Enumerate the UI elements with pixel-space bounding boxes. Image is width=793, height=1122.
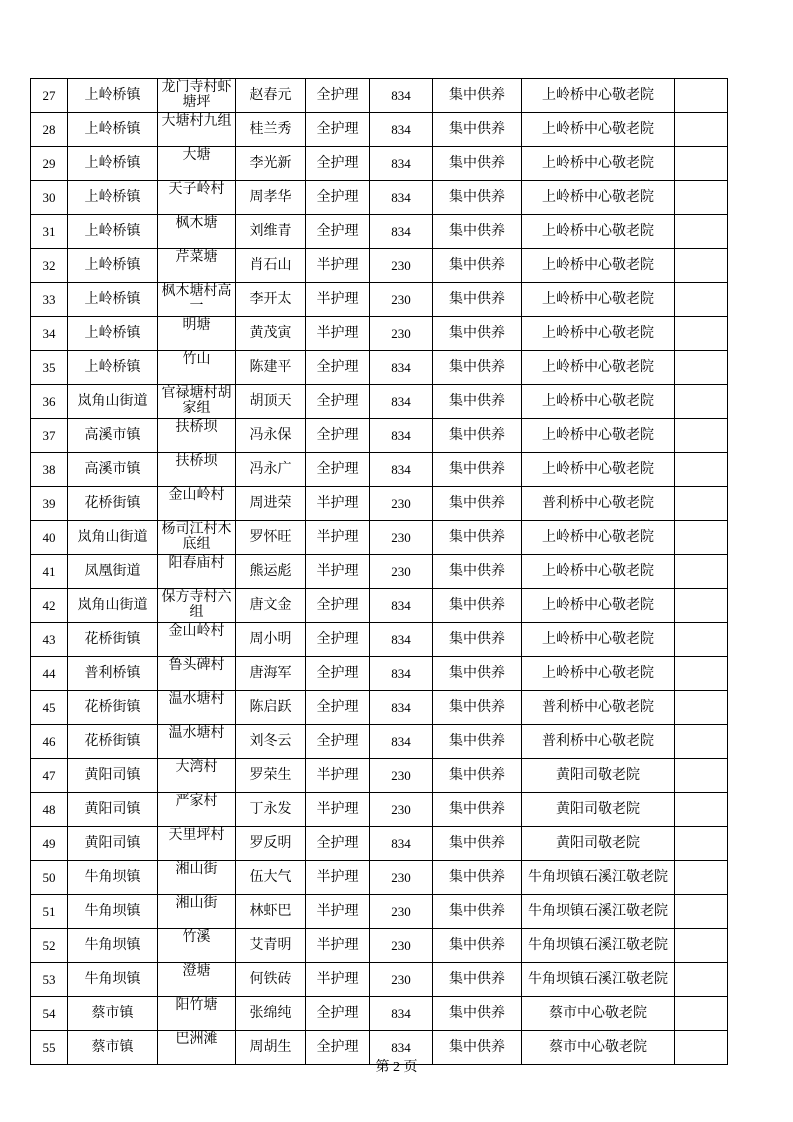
support-mode-cell: 集中供养 — [433, 623, 522, 657]
page-footer: 第 2 页 — [375, 1060, 418, 1075]
remarks-cell — [675, 997, 728, 1031]
town-cell: 蔡市镇 — [68, 997, 158, 1031]
subsidy-amount-cell: 834 — [370, 385, 433, 419]
village-cell: 湘山街 — [158, 895, 236, 929]
nursing-home-cell: 上岭桥中心敬老院 — [522, 657, 675, 691]
name-cell: 唐文金 — [236, 589, 306, 623]
care-level-cell: 半护理 — [306, 793, 370, 827]
row-number-cell: 46 — [31, 725, 68, 759]
village-cell: 芹菜塘 — [158, 249, 236, 283]
name-cell: 罗荣生 — [236, 759, 306, 793]
name-cell: 周小明 — [236, 623, 306, 657]
support-mode-cell: 集中供养 — [433, 997, 522, 1031]
remarks-cell — [675, 181, 728, 215]
remarks-cell — [675, 453, 728, 487]
table-row — [31, 997, 728, 1031]
care-level-cell: 半护理 — [306, 895, 370, 929]
row-number-cell: 54 — [31, 997, 68, 1031]
care-level-cell: 半护理 — [306, 283, 370, 317]
nursing-home-cell: 上岭桥中心敬老院 — [522, 181, 675, 215]
subsidy-amount-cell: 230 — [370, 861, 433, 895]
name-cell: 刘冬云 — [236, 725, 306, 759]
village-cell: 大塘村九组 — [158, 113, 236, 147]
name-cell: 周进荣 — [236, 487, 306, 521]
remarks-cell — [675, 657, 728, 691]
town-cell: 牛角坝镇 — [68, 895, 158, 929]
nursing-home-cell: 上岭桥中心敬老院 — [522, 521, 675, 555]
name-cell: 陈建平 — [236, 351, 306, 385]
support-mode-cell: 集中供养 — [433, 895, 522, 929]
row-number-cell: 45 — [31, 691, 68, 725]
remarks-cell — [675, 725, 728, 759]
nursing-home-cell: 上岭桥中心敬老院 — [522, 555, 675, 589]
support-mode-cell: 集中供养 — [433, 929, 522, 963]
row-number-cell: 32 — [31, 249, 68, 283]
care-level-cell: 全护理 — [306, 657, 370, 691]
support-mode-cell: 集中供养 — [433, 113, 522, 147]
row-number-cell: 28 — [31, 113, 68, 147]
table-row — [31, 725, 728, 759]
subsidy-amount-cell: 834 — [370, 827, 433, 861]
row-number-cell: 34 — [31, 317, 68, 351]
village-cell: 天子岭村 — [158, 181, 236, 215]
row-number-cell: 53 — [31, 963, 68, 997]
table-row — [31, 895, 728, 929]
table-row — [31, 759, 728, 793]
row-number-cell: 30 — [31, 181, 68, 215]
care-level-cell: 全护理 — [306, 419, 370, 453]
village-cell: 天里坪村 — [158, 827, 236, 861]
subsidy-amount-cell: 834 — [370, 79, 433, 113]
village-cell: 澄塘 — [158, 963, 236, 997]
nursing-home-cell: 上岭桥中心敬老院 — [522, 283, 675, 317]
subsidy-amount-cell: 834 — [370, 589, 433, 623]
town-cell: 上岭桥镇 — [68, 147, 158, 181]
table-row — [31, 419, 728, 453]
subsidy-amount-cell: 834 — [370, 997, 433, 1031]
village-cell: 枫木塘村高一 — [158, 283, 236, 317]
subsidy-amount-cell: 230 — [370, 963, 433, 997]
nursing-home-cell: 上岭桥中心敬老院 — [522, 385, 675, 419]
town-cell: 高溪市镇 — [68, 419, 158, 453]
town-cell: 上岭桥镇 — [68, 113, 158, 147]
care-level-cell: 半护理 — [306, 963, 370, 997]
table-row — [31, 79, 728, 113]
care-level-cell: 全护理 — [306, 453, 370, 487]
table-row — [31, 929, 728, 963]
remarks-cell — [675, 351, 728, 385]
support-mode-cell: 集中供养 — [433, 351, 522, 385]
row-number-cell: 43 — [31, 623, 68, 657]
name-cell: 罗怀旺 — [236, 521, 306, 555]
town-cell: 上岭桥镇 — [68, 79, 158, 113]
subsidy-amount-cell: 230 — [370, 249, 433, 283]
support-mode-cell: 集中供养 — [433, 283, 522, 317]
village-cell: 金山岭村 — [158, 623, 236, 657]
subsidy-amount-cell: 834 — [370, 691, 433, 725]
care-level-cell: 全护理 — [306, 79, 370, 113]
care-level-cell: 半护理 — [306, 861, 370, 895]
row-number-cell: 35 — [31, 351, 68, 385]
subsidy-amount-cell: 834 — [370, 657, 433, 691]
row-number-cell: 39 — [31, 487, 68, 521]
support-mode-cell: 集中供养 — [433, 555, 522, 589]
table-row — [31, 861, 728, 895]
row-number-cell: 36 — [31, 385, 68, 419]
support-mode-cell: 集中供养 — [433, 657, 522, 691]
village-cell: 湘山街 — [158, 861, 236, 895]
remarks-cell — [675, 827, 728, 861]
nursing-home-cell: 牛角坝镇石溪江敬老院 — [522, 895, 675, 929]
nursing-home-cell: 牛角坝镇石溪江敬老院 — [522, 929, 675, 963]
subsidy-amount-cell: 834 — [370, 147, 433, 181]
nursing-home-cell: 上岭桥中心敬老院 — [522, 317, 675, 351]
town-cell: 花桥街镇 — [68, 623, 158, 657]
village-cell: 枫木塘 — [158, 215, 236, 249]
town-cell: 蔡市镇 — [68, 1031, 158, 1065]
subsidy-amount-cell: 230 — [370, 929, 433, 963]
village-cell: 扶桥坝 — [158, 453, 236, 487]
nursing-home-cell: 黄阳司敬老院 — [522, 827, 675, 861]
care-level-cell: 全护理 — [306, 181, 370, 215]
row-number-cell: 29 — [31, 147, 68, 181]
town-cell: 凤凰街道 — [68, 555, 158, 589]
nursing-home-cell: 黄阳司敬老院 — [522, 759, 675, 793]
subsidy-amount-cell: 230 — [370, 317, 433, 351]
nursing-home-cell: 上岭桥中心敬老院 — [522, 79, 675, 113]
town-cell: 上岭桥镇 — [68, 351, 158, 385]
town-cell: 岚角山街道 — [68, 385, 158, 419]
name-cell: 丁永发 — [236, 793, 306, 827]
support-mode-cell: 集中供养 — [433, 963, 522, 997]
subsidy-amount-cell: 230 — [370, 895, 433, 929]
subsidy-amount-cell: 230 — [370, 521, 433, 555]
remarks-cell — [675, 79, 728, 113]
name-cell: 何铁砖 — [236, 963, 306, 997]
table-row — [31, 793, 728, 827]
name-cell: 艾青明 — [236, 929, 306, 963]
town-cell: 岚角山街道 — [68, 521, 158, 555]
support-mode-cell: 集中供养 — [433, 725, 522, 759]
name-cell: 冯永广 — [236, 453, 306, 487]
row-number-cell: 40 — [31, 521, 68, 555]
table-row — [31, 521, 728, 555]
support-mode-cell: 集中供养 — [433, 487, 522, 521]
village-cell: 扶桥坝 — [158, 419, 236, 453]
remarks-cell — [675, 929, 728, 963]
remarks-cell — [675, 283, 728, 317]
nursing-home-cell: 上岭桥中心敬老院 — [522, 351, 675, 385]
support-mode-cell: 集中供养 — [433, 317, 522, 351]
remarks-cell — [675, 861, 728, 895]
town-cell: 上岭桥镇 — [68, 181, 158, 215]
remarks-cell — [675, 249, 728, 283]
table-row — [31, 487, 728, 521]
table-row — [31, 691, 728, 725]
town-cell: 牛角坝镇 — [68, 929, 158, 963]
name-cell: 肖石山 — [236, 249, 306, 283]
town-cell: 花桥街镇 — [68, 691, 158, 725]
support-mode-cell: 集中供养 — [433, 385, 522, 419]
name-cell: 伍大气 — [236, 861, 306, 895]
care-level-cell: 全护理 — [306, 623, 370, 657]
row-number-cell: 41 — [31, 555, 68, 589]
name-cell: 林虾巴 — [236, 895, 306, 929]
nursing-home-cell: 上岭桥中心敬老院 — [522, 453, 675, 487]
subsidy-amount-cell: 230 — [370, 487, 433, 521]
nursing-home-cell: 上岭桥中心敬老院 — [522, 113, 675, 147]
table-body — [31, 79, 728, 1065]
name-cell: 黄茂寅 — [236, 317, 306, 351]
table-row — [31, 181, 728, 215]
care-subsidy-table-sheet — [30, 78, 728, 1065]
remarks-cell — [675, 623, 728, 657]
table-row — [31, 963, 728, 997]
remarks-cell — [675, 759, 728, 793]
table-row — [31, 351, 728, 385]
support-mode-cell: 集中供养 — [433, 759, 522, 793]
name-cell: 罗反明 — [236, 827, 306, 861]
nursing-home-cell: 普利桥中心敬老院 — [522, 691, 675, 725]
village-cell: 明塘 — [158, 317, 236, 351]
name-cell: 周孝华 — [236, 181, 306, 215]
support-mode-cell: 集中供养 — [433, 827, 522, 861]
care-level-cell: 全护理 — [306, 725, 370, 759]
nursing-home-cell: 上岭桥中心敬老院 — [522, 589, 675, 623]
village-cell: 温水塘村 — [158, 725, 236, 759]
subsidy-amount-cell: 230 — [370, 793, 433, 827]
subsidy-amount-cell: 834 — [370, 623, 433, 657]
name-cell: 周胡生 — [236, 1031, 306, 1065]
table-row — [31, 317, 728, 351]
nursing-home-cell: 上岭桥中心敬老院 — [522, 215, 675, 249]
town-cell: 普利桥镇 — [68, 657, 158, 691]
support-mode-cell: 集中供养 — [433, 861, 522, 895]
nursing-home-cell: 上岭桥中心敬老院 — [522, 147, 675, 181]
nursing-home-cell: 蔡市中心敬老院 — [522, 1031, 675, 1065]
row-number-cell: 51 — [31, 895, 68, 929]
table-row — [31, 657, 728, 691]
village-cell: 杨司江村木底组 — [158, 521, 236, 555]
village-cell: 严家村 — [158, 793, 236, 827]
name-cell: 胡顶天 — [236, 385, 306, 419]
care-level-cell: 全护理 — [306, 215, 370, 249]
nursing-home-cell: 黄阳司敬老院 — [522, 793, 675, 827]
remarks-cell — [675, 385, 728, 419]
name-cell: 张绵纯 — [236, 997, 306, 1031]
care-level-cell: 半护理 — [306, 521, 370, 555]
nursing-home-cell: 上岭桥中心敬老院 — [522, 623, 675, 657]
town-cell: 黄阳司镇 — [68, 827, 158, 861]
remarks-cell — [675, 793, 728, 827]
subsidy-amount-cell: 834 — [370, 453, 433, 487]
care-level-cell: 全护理 — [306, 113, 370, 147]
table-row — [31, 385, 728, 419]
town-cell: 花桥街镇 — [68, 725, 158, 759]
support-mode-cell: 集中供养 — [433, 453, 522, 487]
row-number-cell: 33 — [31, 283, 68, 317]
row-number-cell: 50 — [31, 861, 68, 895]
subsidy-amount-cell: 834 — [370, 725, 433, 759]
remarks-cell — [675, 691, 728, 725]
table-row — [31, 147, 728, 181]
care-level-cell: 全护理 — [306, 997, 370, 1031]
village-cell: 官禄塘村胡家组 — [158, 385, 236, 419]
nursing-home-cell: 蔡市中心敬老院 — [522, 997, 675, 1031]
table-row — [31, 555, 728, 589]
village-cell: 金山岭村 — [158, 487, 236, 521]
row-number-cell: 44 — [31, 657, 68, 691]
subsidy-amount-cell: 230 — [370, 283, 433, 317]
remarks-cell — [675, 555, 728, 589]
support-mode-cell: 集中供养 — [433, 691, 522, 725]
support-mode-cell: 集中供养 — [433, 1031, 522, 1065]
remarks-cell — [675, 147, 728, 181]
name-cell: 熊运彪 — [236, 555, 306, 589]
care-level-cell: 全护理 — [306, 385, 370, 419]
row-number-cell: 42 — [31, 589, 68, 623]
care-level-cell: 半护理 — [306, 487, 370, 521]
village-cell: 巴洲滩 — [158, 1031, 236, 1065]
row-number-cell: 55 — [31, 1031, 68, 1065]
care-level-cell: 全护理 — [306, 589, 370, 623]
row-number-cell: 27 — [31, 79, 68, 113]
remarks-cell — [675, 521, 728, 555]
nursing-home-cell: 牛角坝镇石溪江敬老院 — [522, 963, 675, 997]
name-cell: 刘维青 — [236, 215, 306, 249]
village-cell: 温水塘村 — [158, 691, 236, 725]
town-cell: 牛角坝镇 — [68, 861, 158, 895]
table-row — [31, 283, 728, 317]
remarks-cell — [675, 589, 728, 623]
support-mode-cell: 集中供养 — [433, 79, 522, 113]
town-cell: 岚角山街道 — [68, 589, 158, 623]
care-level-cell: 全护理 — [306, 691, 370, 725]
town-cell: 黄阳司镇 — [68, 793, 158, 827]
support-mode-cell: 集中供养 — [433, 215, 522, 249]
town-cell: 花桥街镇 — [68, 487, 158, 521]
row-number-cell: 52 — [31, 929, 68, 963]
care-level-cell: 半护理 — [306, 249, 370, 283]
name-cell: 陈启跃 — [236, 691, 306, 725]
town-cell: 上岭桥镇 — [68, 215, 158, 249]
village-cell: 阳竹塘 — [158, 997, 236, 1031]
subsidy-amount-cell: 834 — [370, 181, 433, 215]
nursing-home-cell: 普利桥中心敬老院 — [522, 725, 675, 759]
nursing-home-cell: 上岭桥中心敬老院 — [522, 419, 675, 453]
row-number-cell: 48 — [31, 793, 68, 827]
support-mode-cell: 集中供养 — [433, 147, 522, 181]
support-mode-cell: 集中供养 — [433, 589, 522, 623]
care-level-cell: 半护理 — [306, 929, 370, 963]
table-row — [31, 215, 728, 249]
town-cell: 高溪市镇 — [68, 453, 158, 487]
remarks-cell — [675, 215, 728, 249]
town-cell: 牛角坝镇 — [68, 963, 158, 997]
remarks-cell — [675, 317, 728, 351]
row-number-cell: 37 — [31, 419, 68, 453]
support-mode-cell: 集中供养 — [433, 793, 522, 827]
row-number-cell: 49 — [31, 827, 68, 861]
row-number-cell: 47 — [31, 759, 68, 793]
care-level-cell: 半护理 — [306, 317, 370, 351]
village-cell: 保方寺村六组 — [158, 589, 236, 623]
town-cell: 黄阳司镇 — [68, 759, 158, 793]
village-cell: 阳春庙村 — [158, 555, 236, 589]
village-cell: 大湾村 — [158, 759, 236, 793]
care-level-cell: 全护理 — [306, 351, 370, 385]
name-cell: 唐海军 — [236, 657, 306, 691]
care-subsidy-table — [30, 78, 728, 1065]
subsidy-amount-cell: 834 — [370, 215, 433, 249]
name-cell: 赵春元 — [236, 79, 306, 113]
support-mode-cell: 集中供养 — [433, 419, 522, 453]
subsidy-amount-cell: 834 — [370, 351, 433, 385]
subsidy-amount-cell: 834 — [370, 113, 433, 147]
subsidy-amount-cell: 834 — [370, 1031, 433, 1065]
table-row — [31, 113, 728, 147]
name-cell: 桂兰秀 — [236, 113, 306, 147]
row-number-cell: 31 — [31, 215, 68, 249]
table-row — [31, 827, 728, 861]
nursing-home-cell: 普利桥中心敬老院 — [522, 487, 675, 521]
remarks-cell — [675, 419, 728, 453]
remarks-cell — [675, 895, 728, 929]
table-row — [31, 453, 728, 487]
row-number-cell: 38 — [31, 453, 68, 487]
name-cell: 李开太 — [236, 283, 306, 317]
subsidy-amount-cell: 230 — [370, 555, 433, 589]
remarks-cell — [675, 487, 728, 521]
village-cell: 鲁头碑村 — [158, 657, 236, 691]
village-cell: 竹山 — [158, 351, 236, 385]
nursing-home-cell: 牛角坝镇石溪江敬老院 — [522, 861, 675, 895]
town-cell: 上岭桥镇 — [68, 317, 158, 351]
care-level-cell: 半护理 — [306, 759, 370, 793]
remarks-cell — [675, 963, 728, 997]
table-row — [31, 623, 728, 657]
care-level-cell: 全护理 — [306, 147, 370, 181]
table-row — [31, 589, 728, 623]
table-row — [31, 249, 728, 283]
name-cell: 李光新 — [236, 147, 306, 181]
care-level-cell: 全护理 — [306, 827, 370, 861]
subsidy-amount-cell: 834 — [370, 419, 433, 453]
support-mode-cell: 集中供养 — [433, 181, 522, 215]
care-level-cell: 半护理 — [306, 555, 370, 589]
nursing-home-cell: 上岭桥中心敬老院 — [522, 249, 675, 283]
town-cell: 上岭桥镇 — [68, 249, 158, 283]
village-cell: 大塘 — [158, 147, 236, 181]
town-cell: 上岭桥镇 — [68, 283, 158, 317]
support-mode-cell: 集中供养 — [433, 249, 522, 283]
village-cell: 竹溪 — [158, 929, 236, 963]
remarks-cell — [675, 113, 728, 147]
support-mode-cell: 集中供养 — [433, 521, 522, 555]
name-cell: 冯永保 — [236, 419, 306, 453]
village-cell: 龙门寺村虾塘坪 — [158, 79, 236, 113]
care-level-cell: 全护理 — [306, 1031, 370, 1065]
subsidy-amount-cell: 230 — [370, 759, 433, 793]
